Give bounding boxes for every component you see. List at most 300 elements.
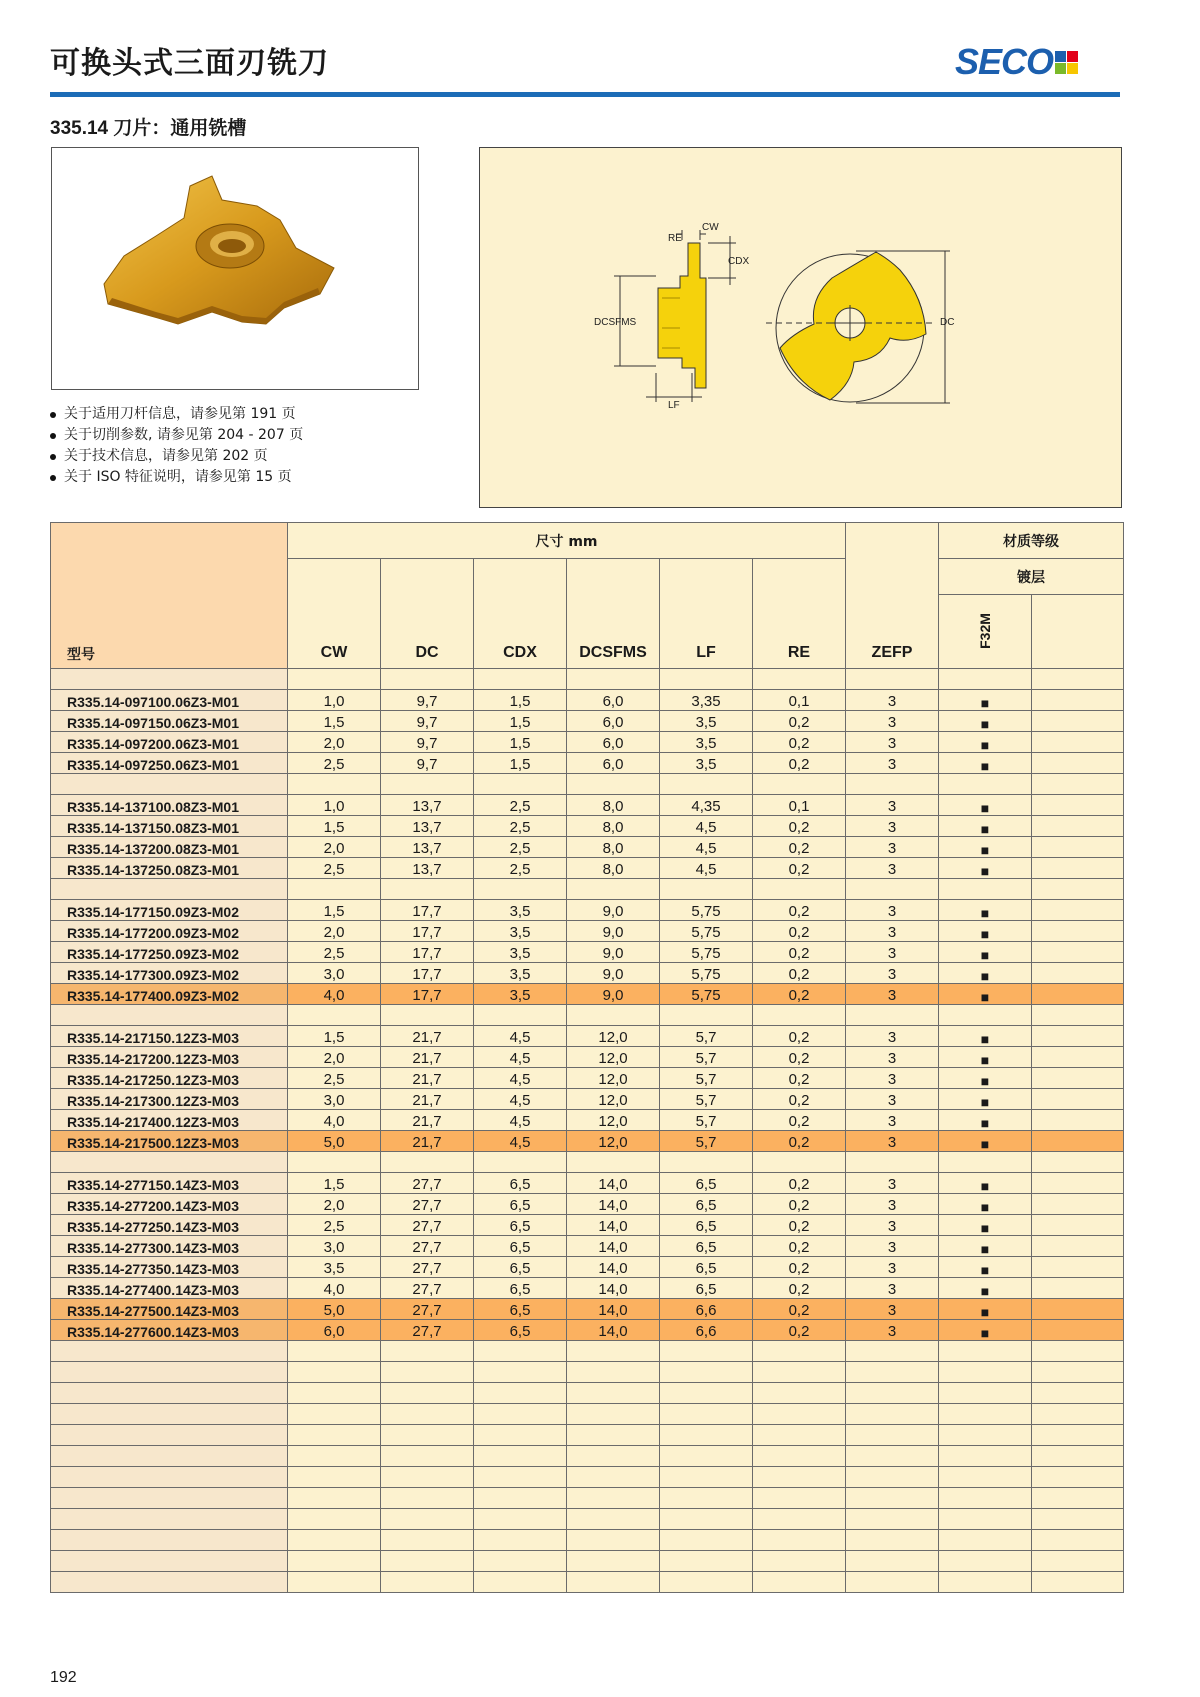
empty-cell bbox=[381, 669, 474, 690]
note-item: 关于切削参数, 请参见第 204 - 207 页 bbox=[48, 425, 303, 446]
empty-cell bbox=[288, 1572, 381, 1593]
model-code: R335.14-177250.09Z3-M02 bbox=[51, 942, 288, 963]
cell-lf: 3,35 bbox=[660, 690, 753, 711]
availability-mark-icon: ■ bbox=[939, 1320, 1032, 1341]
empty-cell bbox=[846, 774, 939, 795]
cell-dc: 9,7 bbox=[381, 753, 474, 774]
empty-cell bbox=[567, 1425, 660, 1446]
table-row bbox=[51, 1089, 1124, 1110]
note-item: 关于技术信息，请参见第 202 页 bbox=[48, 446, 303, 467]
cell-cdx: 4,5 bbox=[474, 1068, 567, 1089]
model-code: R335.14-177150.09Z3-M02 bbox=[51, 900, 288, 921]
empty-cell bbox=[1032, 1299, 1124, 1320]
availability-mark-icon: ■ bbox=[939, 753, 1032, 774]
empty-cell bbox=[1032, 795, 1124, 816]
availability-mark-icon: ■ bbox=[939, 1047, 1032, 1068]
cell-cdx: 4,5 bbox=[474, 1131, 567, 1152]
cell-cdx: 3,5 bbox=[474, 900, 567, 921]
model-code: R335.14-277400.14Z3-M03 bbox=[51, 1278, 288, 1299]
re-label: RE bbox=[668, 233, 682, 244]
cell-zefp: 3 bbox=[846, 1194, 939, 1215]
empty-cell bbox=[1032, 1110, 1124, 1131]
empty-cell bbox=[288, 1383, 381, 1404]
empty-cell bbox=[381, 1362, 474, 1383]
cell-re: 0,2 bbox=[753, 1320, 846, 1341]
empty-cell bbox=[846, 1425, 939, 1446]
seco-logo bbox=[955, 41, 1078, 82]
empty-cell bbox=[288, 1488, 381, 1509]
cell-cw: 4,0 bbox=[288, 984, 381, 1005]
cell-zefp: 3 bbox=[846, 711, 939, 732]
front-view bbox=[766, 251, 954, 403]
empty-cell bbox=[753, 1383, 846, 1404]
empty-cell bbox=[753, 1467, 846, 1488]
cell-cw: 2,5 bbox=[288, 1068, 381, 1089]
cell-dc: 13,7 bbox=[381, 837, 474, 858]
cell-dc: 17,7 bbox=[381, 963, 474, 984]
cell-cw: 2,5 bbox=[288, 1215, 381, 1236]
logo-mark-icon bbox=[1055, 51, 1078, 74]
model-header-label: 型号 bbox=[67, 647, 95, 663]
empty-cell bbox=[567, 669, 660, 690]
availability-mark-icon: ■ bbox=[939, 984, 1032, 1005]
empty-cell bbox=[846, 669, 939, 690]
table-row bbox=[51, 1068, 1124, 1089]
empty-cell bbox=[1032, 900, 1124, 921]
availability-mark-icon: ■ bbox=[939, 900, 1032, 921]
empty-cell bbox=[567, 1509, 660, 1530]
empty-cell bbox=[381, 774, 474, 795]
cell-lf: 6,6 bbox=[660, 1320, 753, 1341]
cell-cw: 2,0 bbox=[288, 732, 381, 753]
model-code: R335.14-217200.12Z3-M03 bbox=[51, 1047, 288, 1068]
table-row bbox=[51, 900, 1124, 921]
empty-cell bbox=[1032, 1194, 1124, 1215]
empty-cell bbox=[660, 774, 753, 795]
cell-lf: 4,5 bbox=[660, 858, 753, 879]
empty-cell bbox=[939, 1005, 1032, 1026]
col-header-dcsfms: DCSFMS bbox=[567, 559, 660, 669]
cell-zefp: 3 bbox=[846, 1320, 939, 1341]
cell-dcsfms: 9,0 bbox=[567, 984, 660, 1005]
empty-cell bbox=[660, 1362, 753, 1383]
cell-dc: 13,7 bbox=[381, 858, 474, 879]
table-row bbox=[51, 1320, 1124, 1341]
empty-cell bbox=[846, 879, 939, 900]
cell-dc: 21,7 bbox=[381, 1089, 474, 1110]
empty-cell bbox=[939, 1341, 1032, 1362]
cell-zefp: 3 bbox=[846, 1278, 939, 1299]
cell-zefp: 3 bbox=[846, 858, 939, 879]
cell-dcsfms: 14,0 bbox=[567, 1320, 660, 1341]
cell-lf: 3,5 bbox=[660, 711, 753, 732]
col-header-re: RE bbox=[753, 559, 846, 669]
grade-group-header: 材质等级 bbox=[939, 523, 1124, 559]
empty-cell bbox=[939, 1446, 1032, 1467]
table-row bbox=[51, 858, 1124, 879]
table-row bbox=[51, 1257, 1124, 1278]
cell-cdx: 4,5 bbox=[474, 1047, 567, 1068]
empty-cell bbox=[1032, 1425, 1124, 1446]
cell-zefp: 3 bbox=[846, 795, 939, 816]
empty-cell bbox=[660, 1152, 753, 1173]
empty-cell bbox=[753, 1005, 846, 1026]
insert-photo-icon bbox=[52, 148, 418, 389]
empty-cell bbox=[474, 1362, 567, 1383]
cell-zefp: 3 bbox=[846, 1047, 939, 1068]
cell-dc: 27,7 bbox=[381, 1194, 474, 1215]
empty-cell bbox=[474, 1383, 567, 1404]
empty-cell bbox=[474, 1341, 567, 1362]
availability-mark-icon: ■ bbox=[939, 942, 1032, 963]
empty-cell bbox=[1032, 1152, 1124, 1173]
dims-group-header: 尺寸 mm bbox=[288, 523, 846, 559]
empty-cell bbox=[288, 774, 381, 795]
cell-dcsfms: 9,0 bbox=[567, 900, 660, 921]
empty-cell bbox=[846, 1005, 939, 1026]
empty-cell bbox=[474, 1488, 567, 1509]
spacer-row bbox=[51, 1005, 1124, 1026]
empty-cell bbox=[1032, 1446, 1124, 1467]
model-code: R335.14-097250.06Z3-M01 bbox=[51, 753, 288, 774]
cell-lf: 4,35 bbox=[660, 795, 753, 816]
empty-cell bbox=[474, 1551, 567, 1572]
cell-zefp: 3 bbox=[846, 816, 939, 837]
empty-cell bbox=[1032, 1005, 1124, 1026]
empty-cell bbox=[288, 1446, 381, 1467]
cell-re: 0,2 bbox=[753, 984, 846, 1005]
empty-cell bbox=[1032, 1320, 1124, 1341]
spacer-row bbox=[51, 1341, 1124, 1362]
empty-cell bbox=[1032, 837, 1124, 858]
cell-lf: 4,5 bbox=[660, 837, 753, 858]
empty-cell bbox=[1032, 711, 1124, 732]
empty-cell bbox=[1032, 921, 1124, 942]
empty-cell bbox=[474, 1572, 567, 1593]
cell-dcsfms: 14,0 bbox=[567, 1236, 660, 1257]
cell-dc: 9,7 bbox=[381, 690, 474, 711]
empty-cell bbox=[1032, 1173, 1124, 1194]
spacer-row bbox=[51, 1446, 1124, 1467]
cell-dc: 9,7 bbox=[381, 732, 474, 753]
cell-cw: 2,5 bbox=[288, 858, 381, 879]
cell-re: 0,2 bbox=[753, 963, 846, 984]
model-cell-empty bbox=[51, 1152, 288, 1173]
cell-lf: 3,5 bbox=[660, 732, 753, 753]
grade-f32m-label: F32M bbox=[976, 613, 993, 649]
empty-cell bbox=[939, 1551, 1032, 1572]
cell-cdx: 3,5 bbox=[474, 942, 567, 963]
cell-cdx: 6,5 bbox=[474, 1299, 567, 1320]
cell-cdx: 6,5 bbox=[474, 1257, 567, 1278]
empty-cell bbox=[939, 1362, 1032, 1383]
empty-cell bbox=[567, 1530, 660, 1551]
empty-cell bbox=[381, 1005, 474, 1026]
empty-cell bbox=[567, 774, 660, 795]
empty-cell bbox=[381, 1572, 474, 1593]
cell-re: 0,2 bbox=[753, 1131, 846, 1152]
cell-lf: 6,5 bbox=[660, 1257, 753, 1278]
cell-cw: 3,0 bbox=[288, 1236, 381, 1257]
cell-re: 0,2 bbox=[753, 1215, 846, 1236]
empty-cell bbox=[474, 1467, 567, 1488]
model-code: R335.14-217150.12Z3-M03 bbox=[51, 1026, 288, 1047]
cell-dcsfms: 8,0 bbox=[567, 837, 660, 858]
cell-cw: 1,0 bbox=[288, 795, 381, 816]
grade-empty-header bbox=[1032, 595, 1124, 669]
cell-dc: 27,7 bbox=[381, 1236, 474, 1257]
cw-label: CW bbox=[702, 222, 719, 233]
cell-lf: 6,6 bbox=[660, 1299, 753, 1320]
empty-cell bbox=[846, 1551, 939, 1572]
spacer-row bbox=[51, 1383, 1124, 1404]
empty-cell bbox=[660, 1530, 753, 1551]
cell-re: 0,1 bbox=[753, 795, 846, 816]
empty-cell bbox=[1032, 669, 1124, 690]
cell-re: 0,2 bbox=[753, 1068, 846, 1089]
cell-dcsfms: 12,0 bbox=[567, 1131, 660, 1152]
model-code: R335.14-097200.06Z3-M01 bbox=[51, 732, 288, 753]
empty-cell bbox=[288, 1404, 381, 1425]
model-cell-empty bbox=[51, 669, 288, 690]
empty-cell bbox=[939, 1572, 1032, 1593]
empty-cell bbox=[567, 1446, 660, 1467]
empty-cell bbox=[1032, 1341, 1124, 1362]
empty-cell bbox=[660, 669, 753, 690]
empty-cell bbox=[753, 1530, 846, 1551]
section-subtitle: 335.14 刀片：通用铣槽 bbox=[50, 118, 247, 139]
model-code: R335.14-097150.06Z3-M01 bbox=[51, 711, 288, 732]
empty-cell bbox=[1032, 816, 1124, 837]
cell-dcsfms: 6,0 bbox=[567, 732, 660, 753]
table-row bbox=[51, 711, 1124, 732]
availability-mark-icon: ■ bbox=[939, 921, 1032, 942]
cell-re: 0,2 bbox=[753, 1278, 846, 1299]
availability-mark-icon: ■ bbox=[939, 1110, 1032, 1131]
cell-dc: 21,7 bbox=[381, 1047, 474, 1068]
cell-cw: 4,0 bbox=[288, 1110, 381, 1131]
model-code: R335.14-137150.08Z3-M01 bbox=[51, 816, 288, 837]
cell-re: 0,2 bbox=[753, 1299, 846, 1320]
cell-zefp: 3 bbox=[846, 1089, 939, 1110]
cell-cw: 3,0 bbox=[288, 1089, 381, 1110]
cell-cdx: 4,5 bbox=[474, 1026, 567, 1047]
cell-dcsfms: 6,0 bbox=[567, 690, 660, 711]
cell-dc: 27,7 bbox=[381, 1299, 474, 1320]
table-row bbox=[51, 1215, 1124, 1236]
empty-cell bbox=[381, 1467, 474, 1488]
empty-cell bbox=[1032, 1551, 1124, 1572]
empty-cell bbox=[381, 1530, 474, 1551]
empty-cell bbox=[567, 879, 660, 900]
cell-zefp: 3 bbox=[846, 753, 939, 774]
empty-cell bbox=[1032, 1467, 1124, 1488]
table-row bbox=[51, 732, 1124, 753]
col-header-cdx: CDX bbox=[474, 559, 567, 669]
model-cell-empty bbox=[51, 1005, 288, 1026]
availability-mark-icon: ■ bbox=[939, 1215, 1032, 1236]
empty-cell bbox=[660, 1572, 753, 1593]
empty-cell bbox=[660, 879, 753, 900]
model-code: R335.14-277500.14Z3-M03 bbox=[51, 1299, 288, 1320]
empty-cell bbox=[1032, 1572, 1124, 1593]
cell-dcsfms: 12,0 bbox=[567, 1068, 660, 1089]
empty-cell bbox=[753, 1446, 846, 1467]
cell-dc: 27,7 bbox=[381, 1278, 474, 1299]
spacer-row bbox=[51, 879, 1124, 900]
empty-cell bbox=[381, 1404, 474, 1425]
cell-dcsfms: 14,0 bbox=[567, 1194, 660, 1215]
empty-cell bbox=[567, 1383, 660, 1404]
empty-cell bbox=[939, 1530, 1032, 1551]
cell-cw: 1,5 bbox=[288, 900, 381, 921]
empty-cell bbox=[753, 1404, 846, 1425]
cell-re: 0,2 bbox=[753, 1047, 846, 1068]
table-row bbox=[51, 753, 1124, 774]
cell-zefp: 3 bbox=[846, 900, 939, 921]
cell-dcsfms: 14,0 bbox=[567, 1299, 660, 1320]
empty-cell bbox=[1032, 1509, 1124, 1530]
cell-lf: 4,5 bbox=[660, 816, 753, 837]
empty-cell bbox=[1032, 1404, 1124, 1425]
insert-spec-table bbox=[50, 522, 1124, 1593]
cell-dcsfms: 9,0 bbox=[567, 921, 660, 942]
col-header-cw: CW bbox=[288, 559, 381, 669]
empty-cell bbox=[381, 1152, 474, 1173]
empty-cell bbox=[474, 1509, 567, 1530]
empty-cell bbox=[753, 774, 846, 795]
cell-re: 0,2 bbox=[753, 711, 846, 732]
cell-dcsfms: 8,0 bbox=[567, 795, 660, 816]
table-row bbox=[51, 942, 1124, 963]
cell-dc: 27,7 bbox=[381, 1320, 474, 1341]
model-code: R335.14-177300.09Z3-M02 bbox=[51, 963, 288, 984]
empty-cell bbox=[939, 1425, 1032, 1446]
cell-zefp: 3 bbox=[846, 1215, 939, 1236]
cell-cdx: 1,5 bbox=[474, 690, 567, 711]
empty-cell bbox=[1032, 1068, 1124, 1089]
cdx-label: CDX bbox=[728, 256, 750, 267]
table-row bbox=[51, 1131, 1124, 1152]
availability-mark-icon: ■ bbox=[939, 1194, 1032, 1215]
model-cell-empty bbox=[51, 1572, 288, 1593]
cell-dc: 27,7 bbox=[381, 1173, 474, 1194]
model-code: R335.14-137200.08Z3-M01 bbox=[51, 837, 288, 858]
cell-cdx: 3,5 bbox=[474, 921, 567, 942]
cell-zefp: 3 bbox=[846, 1026, 939, 1047]
cell-zefp: 3 bbox=[846, 921, 939, 942]
cell-cw: 2,0 bbox=[288, 837, 381, 858]
availability-mark-icon: ■ bbox=[939, 1026, 1032, 1047]
reference-notes bbox=[48, 404, 303, 488]
empty-cell bbox=[474, 1446, 567, 1467]
model-cell-empty bbox=[51, 879, 288, 900]
table-row bbox=[51, 1194, 1124, 1215]
cell-dc: 17,7 bbox=[381, 984, 474, 1005]
cell-cdx: 2,5 bbox=[474, 795, 567, 816]
model-cell-empty bbox=[51, 1446, 288, 1467]
spacer-row bbox=[51, 1362, 1124, 1383]
empty-cell bbox=[1032, 1362, 1124, 1383]
empty-cell bbox=[939, 669, 1032, 690]
empty-cell bbox=[846, 1383, 939, 1404]
spacer-row bbox=[51, 1425, 1124, 1446]
empty-cell bbox=[288, 669, 381, 690]
availability-mark-icon: ■ bbox=[939, 837, 1032, 858]
empty-cell bbox=[753, 1551, 846, 1572]
cell-dcsfms: 14,0 bbox=[567, 1215, 660, 1236]
model-cell-empty bbox=[51, 774, 288, 795]
empty-cell bbox=[381, 879, 474, 900]
availability-mark-icon: ■ bbox=[939, 795, 1032, 816]
cell-zefp: 3 bbox=[846, 1236, 939, 1257]
cell-zefp: 3 bbox=[846, 1173, 939, 1194]
insert-dimension-drawing bbox=[480, 148, 1121, 507]
empty-cell bbox=[939, 1467, 1032, 1488]
cell-cw: 2,0 bbox=[288, 1047, 381, 1068]
header-row-1 bbox=[51, 523, 1124, 559]
cell-cw: 2,5 bbox=[288, 942, 381, 963]
availability-mark-icon: ■ bbox=[939, 963, 1032, 984]
cell-lf: 5,7 bbox=[660, 1131, 753, 1152]
cell-cdx: 6,5 bbox=[474, 1320, 567, 1341]
empty-cell bbox=[288, 1467, 381, 1488]
empty-cell bbox=[660, 1509, 753, 1530]
spacer-row bbox=[51, 1404, 1124, 1425]
empty-cell bbox=[474, 1530, 567, 1551]
cell-dcsfms: 6,0 bbox=[567, 753, 660, 774]
cell-zefp: 3 bbox=[846, 1110, 939, 1131]
cell-cw: 4,0 bbox=[288, 1278, 381, 1299]
empty-cell bbox=[846, 1509, 939, 1530]
empty-cell bbox=[939, 1509, 1032, 1530]
empty-cell bbox=[567, 1404, 660, 1425]
table-row bbox=[51, 1047, 1124, 1068]
col-header-zefp: ZEFP bbox=[846, 523, 939, 669]
empty-cell bbox=[567, 1551, 660, 1572]
coating-header: 镀层 bbox=[939, 559, 1124, 595]
col-header-lf: LF bbox=[660, 559, 753, 669]
empty-cell bbox=[939, 774, 1032, 795]
cell-cw: 1,5 bbox=[288, 1173, 381, 1194]
empty-cell bbox=[474, 1005, 567, 1026]
model-code: R335.14-217400.12Z3-M03 bbox=[51, 1110, 288, 1131]
empty-cell bbox=[1032, 1236, 1124, 1257]
header-rule bbox=[50, 92, 1120, 97]
model-code: R335.14-277150.14Z3-M03 bbox=[51, 1173, 288, 1194]
cell-cdx: 6,5 bbox=[474, 1215, 567, 1236]
availability-mark-icon: ■ bbox=[939, 1089, 1032, 1110]
empty-cell bbox=[381, 1425, 474, 1446]
cell-cw: 2,5 bbox=[288, 753, 381, 774]
cell-zefp: 3 bbox=[846, 732, 939, 753]
empty-cell bbox=[1032, 753, 1124, 774]
availability-mark-icon: ■ bbox=[939, 1278, 1032, 1299]
lf-label: LF bbox=[668, 400, 680, 411]
cell-dc: 21,7 bbox=[381, 1068, 474, 1089]
empty-cell bbox=[939, 1488, 1032, 1509]
cell-lf: 3,5 bbox=[660, 753, 753, 774]
cell-re: 0,2 bbox=[753, 900, 846, 921]
table-row bbox=[51, 1236, 1124, 1257]
cell-re: 0,2 bbox=[753, 753, 846, 774]
cell-zefp: 3 bbox=[846, 1068, 939, 1089]
empty-cell bbox=[939, 879, 1032, 900]
cell-re: 0,2 bbox=[753, 858, 846, 879]
empty-cell bbox=[846, 1467, 939, 1488]
note-item: 关于适用刀杆信息，请参见第 191 页 bbox=[48, 404, 303, 425]
cell-lf: 6,5 bbox=[660, 1236, 753, 1257]
